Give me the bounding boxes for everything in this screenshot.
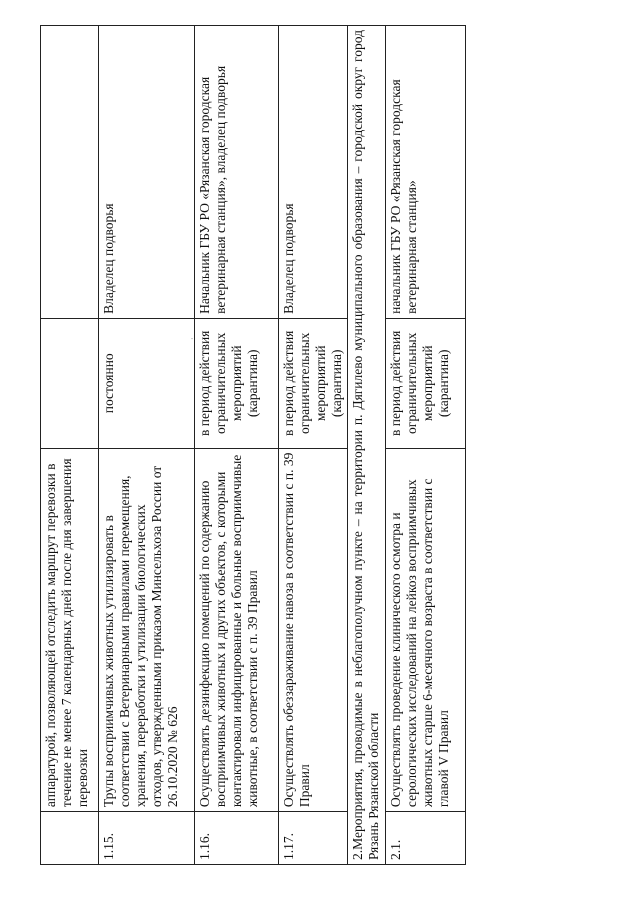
row-term: в период действия ограничительных мероприятий (карантина) [386, 318, 466, 448]
measures-table [40, 25, 466, 865]
row-number: 1.17. [279, 812, 348, 865]
row-responsible [41, 26, 99, 319]
row-term [41, 318, 99, 448]
stray-mark: · [188, 337, 197, 340]
row-description: аппаратурой, позволяющей отследить маршрут перевозки в течение не менее 7 календарных дней после дня завершения перевозки [41, 448, 99, 811]
row-number: 1.15. [99, 812, 195, 865]
row-description: Осуществлять обеззараживание навоза в соответствии с п. 39 Правил [279, 448, 348, 811]
row-term: в период действия ограничительных мероприятий (карантина) [279, 318, 348, 448]
row-description: Осуществлять дезинфекцию помещений по содержанию восприимчивых животных и других объектов, с которыми контактировали инфицированные и больные восприимчивые животные, в соответствии с п. 39 Правил [195, 448, 279, 811]
table-row [99, 26, 195, 865]
table-row [41, 26, 99, 865]
row-description: Осуществлять проведение клинического осмотра и серологических исследований на лейкоз восприимчивых животных старше 6-месячного возраста в соответствии с главой V Правил [386, 448, 466, 811]
row-number [41, 812, 99, 865]
row-term: постоянно [99, 318, 195, 448]
section-2-heading: 2.Мероприятия, проводимые в неблагополучном пункте – на территории п. Дягилево муниципального образования – городской округ город Рязань Рязанской области [348, 26, 386, 865]
row-responsible: начальник ГБУ РО «Рязанская городская ветеринарная станция» [386, 26, 466, 319]
section-heading-row [348, 26, 386, 865]
row-responsible: Владелец подворья [99, 26, 195, 319]
row-term: в период действия ограничительных мероприятий (карантина) [195, 318, 279, 448]
table-row [279, 26, 348, 865]
row-number: 1.16. [195, 812, 279, 865]
row-number: 2.1. [386, 812, 466, 865]
row-responsible: Начальник ГБУ РО «Рязанская городская ветеринарная станция», владелец подворья [195, 26, 279, 319]
row-description: Трупы восприимчивых животных утилизировать в соответствии с Ветеринарными правилами перемещения, хранения, переработки и утилизации биологических отходов, утвержденными приказом Минсельхоза России от 26.10.2020 № 626 [99, 448, 195, 811]
table-row [386, 26, 466, 865]
row-responsible: Владелец подворья [279, 26, 348, 319]
table-row [195, 26, 279, 865]
